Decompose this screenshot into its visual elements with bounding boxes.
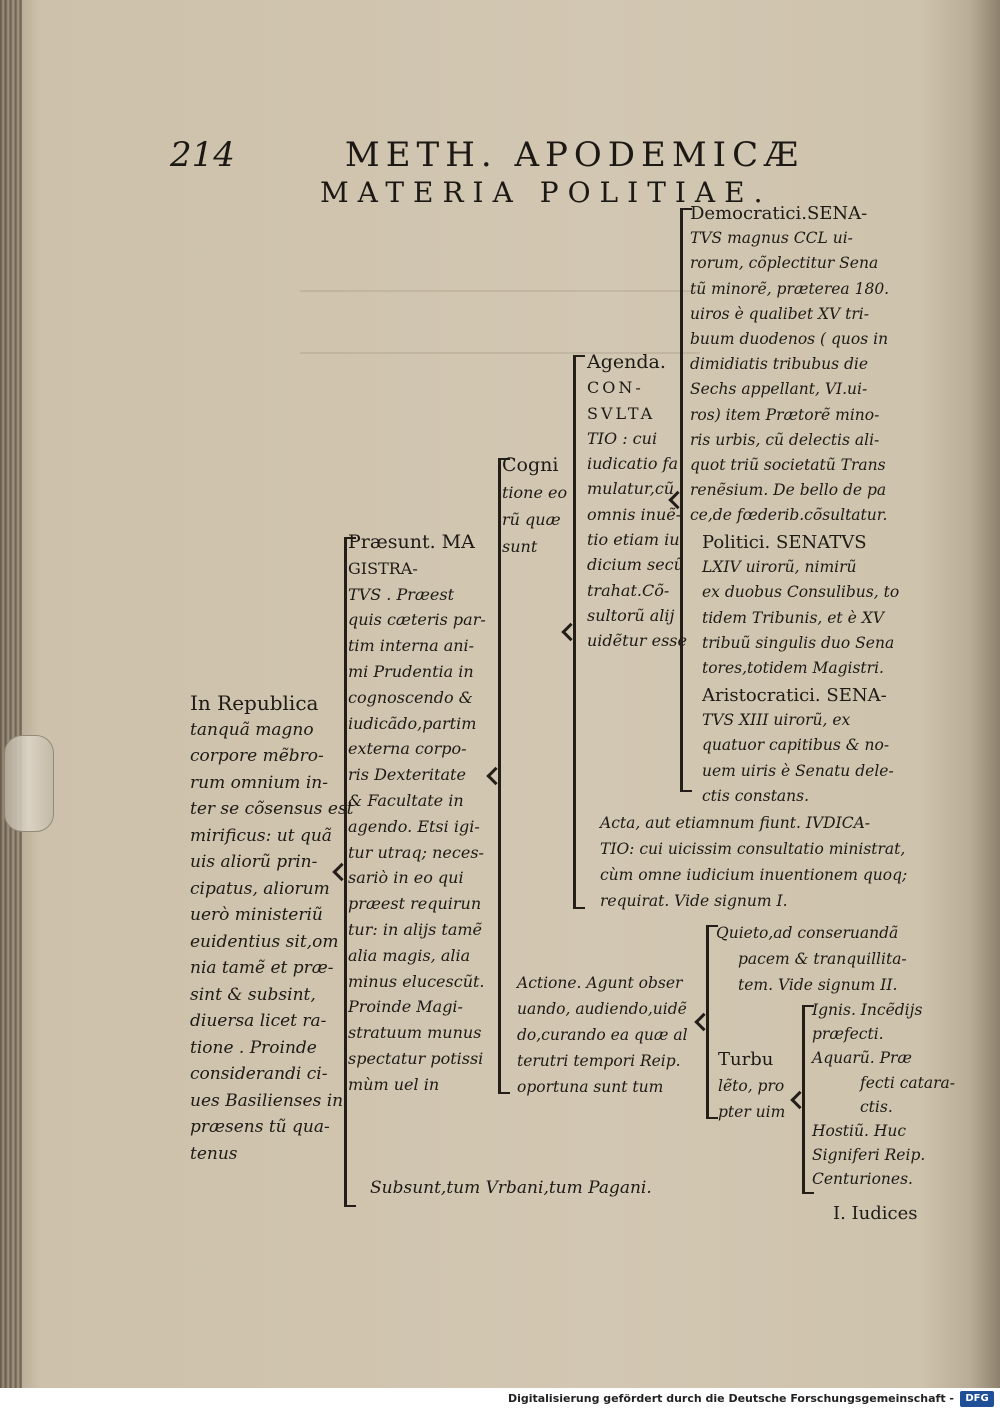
brace-point (790, 1090, 808, 1108)
agenda-line: tio etiam iu (587, 530, 680, 550)
brace-agenda-acta (573, 355, 585, 909)
politici-line: tores,totidem Magistri. (702, 659, 884, 678)
cognitione-line: tione eo (502, 483, 568, 502)
praesunt-line: agendo. Etsi igi- (348, 816, 480, 836)
praesunt-line: stratuum munus (348, 1023, 482, 1043)
footer-bar (0, 1388, 1000, 1411)
agenda-line: dicium secũ (587, 555, 684, 575)
brace-point (561, 623, 579, 641)
praesunt-line: cognoscendo & (348, 687, 473, 707)
praesunt-line: mùm uel in (348, 1074, 440, 1094)
democratici-line: ris urbis, cũ delectis ali- (690, 430, 880, 449)
page-number: 214 (170, 135, 235, 175)
praesunt-line: & Facultate in (348, 790, 464, 810)
praesunt-line: tim interna ani- (348, 636, 475, 656)
root-line: mirificus: ut quã (190, 825, 332, 846)
actione-line: oportuna sunt tum (517, 1078, 664, 1096)
praesunt-line: ris Dexteritate (348, 765, 466, 785)
brace-point (486, 767, 504, 785)
democratici-line: renẽsium. De bello de pa (690, 481, 887, 500)
officers-line: ctis. (860, 1097, 893, 1116)
democratici-line: uiros è qualibet XV tri- (690, 304, 869, 323)
praesunt-line: externa corpo- (348, 739, 467, 759)
agenda-line: Agenda. (587, 351, 666, 373)
democratici-line: buum duodenos ( quos in (690, 330, 889, 349)
quieto-line: Quieto,ad conseruandã (716, 924, 899, 942)
praesunt-line: minus elucescũt. (348, 971, 485, 991)
praesunt-line: iudicãdo,partim (348, 713, 477, 733)
agenda-line: uidẽtur esse (587, 631, 687, 651)
agenda-line: trahat.Cõ- (587, 580, 670, 600)
catchword: I. Iudices (833, 1203, 918, 1224)
root-line: præsens tũ qua- (190, 1117, 330, 1137)
root-block (190, 690, 354, 1167)
agenda-line: sultorũ alij (587, 605, 675, 625)
officers-line: præfecti. (812, 1025, 884, 1044)
praesunt-line: tur utraq; neces- (348, 842, 484, 862)
root-line: euidentius sit,om (190, 931, 339, 952)
praesunt-line: mi Prudentia in (348, 661, 474, 681)
praesunt-line: sariò in eo qui (348, 868, 464, 888)
democratici-line: dimidiatis tribubus die (690, 355, 869, 374)
democratici-line: Democratici.SENA- (690, 203, 868, 224)
quieto-block (716, 920, 907, 998)
praesunt-line: spectatur potissi (348, 1048, 484, 1068)
root-line: nia tamẽ et præ- (190, 958, 334, 978)
funding-notice: Digitalisierung gefördert durch die Deutsche Forschungsgemeinschaft - (507, 1392, 954, 1405)
cognitione-block (502, 452, 567, 560)
cognitione-line: sunt (502, 537, 538, 556)
subsunt-text: Subsunt,tum Vrbani,tum Pagani. (370, 1178, 652, 1198)
officers-line: Ignis. Incẽdijs (812, 1001, 923, 1019)
brace-point (694, 1013, 712, 1031)
agenda-line: mulatur,cũ (587, 479, 675, 499)
actione-line: Actione. Agunt obser (517, 974, 683, 992)
actione-line: do,curando ea quæ al (517, 1026, 688, 1044)
praesunt-line: GISTRA- (348, 558, 418, 578)
democratici-line: TVS magnus CCL ui- (690, 229, 853, 248)
root-line: ter se cõsensus est (190, 799, 354, 819)
root-line: uis aliorũ prin- (190, 852, 318, 872)
democratici-line: tũ minorẽ, præterea 180. (690, 279, 890, 298)
root-line: tanquã magno (190, 719, 314, 740)
aristocratici-line: TVS XIII uirorũ, ex (702, 711, 851, 730)
page-clip (4, 735, 54, 832)
officers-line: fecti catara- (860, 1073, 955, 1092)
turbu-line: Turbu (718, 1049, 774, 1070)
root-line: considerandi ci- (190, 1064, 328, 1084)
aristocratici-line: ctis constans. (702, 786, 810, 805)
aristocratici-line: quatuor capitibus & no- (702, 736, 890, 755)
politici-line: ex duobus Consulibus, to (702, 583, 900, 602)
officers-block (812, 998, 955, 1192)
root-line: cipatus, aliorum (190, 878, 330, 899)
root-line: corpore mẽbro- (190, 746, 324, 766)
quieto-line: pacem & tranquillita- (738, 950, 907, 968)
acta-line: TIO: cui uicissim consultatio ministrat, (600, 840, 906, 858)
democratici-line: ce,de fœderib.cõsultatur. (690, 506, 888, 525)
actione-block (517, 970, 688, 1100)
root-line: tione . Proinde (190, 1037, 317, 1058)
cognitione-line: Cogni (502, 454, 559, 476)
running-title: METH. APODEMICÆ (344, 135, 805, 175)
bleed-through-mark (300, 290, 700, 354)
root-line: diuersa licet ra- (190, 1011, 327, 1031)
aristocratici-block (702, 683, 894, 809)
dfg-logo: DFG (960, 1391, 994, 1407)
praesunt-line: Præsunt. MA (348, 531, 475, 553)
democratici-line: rorum, cõplectitur Sena (690, 254, 879, 273)
agenda-line: TIO : cui (587, 428, 658, 448)
acta-line: Acta, aut etiamnum fiunt. IVDICA- (600, 814, 871, 832)
root-line: ues Basilienses in (190, 1090, 344, 1111)
running-head (170, 135, 804, 175)
acta-line: cùm omne iudicium inuentionem quoq; (600, 866, 908, 884)
aristocratici-line: Aristocratici. SENA- (702, 685, 887, 706)
democratici-line: quot triũ societatũ Trans (690, 456, 886, 475)
turbu-block (718, 1047, 785, 1125)
politici-line: Politici. SENATVS (702, 532, 867, 553)
politici-block (702, 530, 899, 681)
officers-line: Aquarũ. Præ (812, 1049, 912, 1068)
quieto-line: tem. Vide signum II. (738, 976, 898, 994)
democratici-block (690, 201, 889, 529)
acta-block (600, 810, 907, 914)
praesunt-line: præest requirun (348, 894, 482, 914)
agenda-line: CON- (587, 378, 644, 398)
officers-line: Centuriones. (812, 1170, 913, 1189)
root-line: rum omnium in- (190, 772, 328, 793)
agenda-line: omnis inuẽ- (587, 504, 682, 524)
root-line: uerò ministeriũ (190, 905, 323, 925)
actione-line: terutri tempori Reip. (517, 1052, 681, 1070)
officers-line: Signiferi Reip. (812, 1146, 926, 1165)
root-line: sint & subsint, (190, 984, 316, 1005)
praesunt-line: alia magis, alia (348, 945, 471, 965)
turbu-line: lẽto, pro (718, 1077, 785, 1095)
praesunt-line: Proinde Magi- (348, 997, 463, 1017)
root-line: In Republica (190, 691, 319, 715)
aristocratici-line: uem uiris è Senatu dele- (702, 761, 894, 780)
politici-line: tidem Tribunis, et è XV (702, 608, 884, 627)
root-line: tenus (190, 1143, 238, 1164)
politici-line: LXIV uirorũ, nimirũ (702, 558, 857, 577)
page-edge-shadow (0, 0, 22, 1388)
politici-line: tribuũ singulis duo Sena (702, 633, 895, 652)
praesunt-line: TVS . Præest (348, 584, 455, 604)
praesunt-line: tur: in alijs tamẽ (348, 919, 483, 939)
officers-line: Hostiũ. Huc (812, 1122, 907, 1141)
praesunt-line: quis cæteris par- (348, 610, 486, 630)
section-title: MATERIA POLITIAE. (320, 176, 772, 209)
praesunt-block (348, 530, 486, 1098)
agenda-line: iudicatio fa (587, 454, 679, 474)
agenda-line: SVLTA (587, 403, 656, 423)
actione-line: uando, audiendo,uidẽ (517, 1000, 687, 1018)
cognitione-line: rũ quæ (502, 510, 561, 529)
acta-line: requirat. Vide signum I. (600, 892, 788, 910)
turbu-line: pter uim (718, 1103, 786, 1121)
democratici-line: ros) item Prætorẽ mino- (690, 405, 880, 424)
democratici-line: Sechs appellant, VI.ui- (690, 380, 868, 399)
